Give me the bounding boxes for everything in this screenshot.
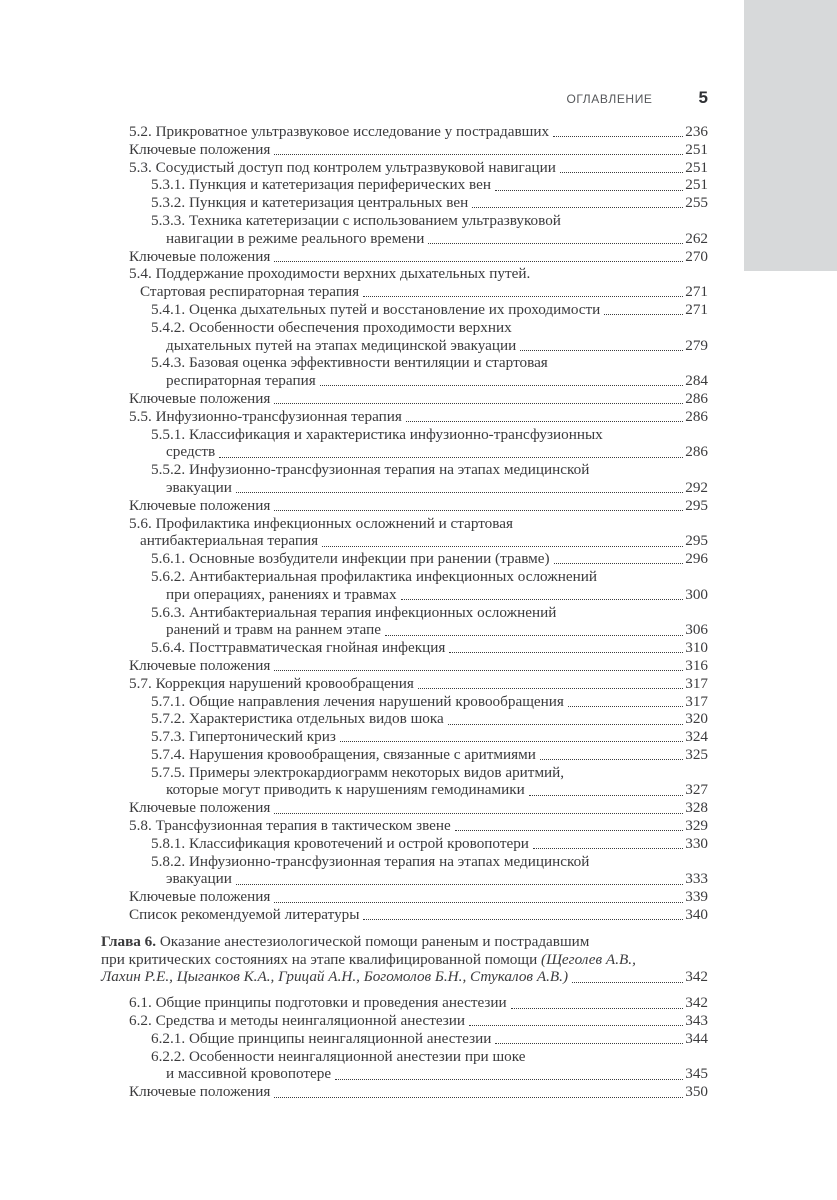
toc-entry [101,426,708,444]
toc-entry-text: 5.8.1. Классификация кровотечений и острой кровопотери [151,834,529,852]
toc-entry [101,604,708,622]
toc-entry-text: 5.7.3. Гипертонический криз [151,728,336,746]
dot-leader [363,919,683,920]
toc-entry [101,657,708,675]
toc-entry [101,194,708,212]
toc-entry [101,621,708,639]
dot-leader [472,207,683,208]
dot-leader [274,510,683,511]
toc-entry [101,248,708,266]
toc-entry-text: 5.7.4. Нарушения кровообращения, связанные с аритмиями [151,745,536,763]
dot-leader [274,403,683,404]
toc-entry-text: 5.4.3. Базовая оценка эффективности вентиляции и стартовая [151,354,548,372]
toc-page-number: 296 [685,550,708,568]
chapter-6-label: Глава 6. [101,932,157,950]
toc-page-number: 316 [685,656,708,674]
toc-entry [101,1065,708,1083]
toc-entry-text: Ключевые положения [129,247,271,265]
toc-page-number: 317 [685,692,708,710]
toc-page-number: 286 [685,407,708,425]
toc-entry [101,141,708,159]
dot-leader [274,261,683,262]
dot-leader [428,243,683,244]
toc-entry-text: Ключевые положения [129,140,271,158]
toc-entry [101,159,708,177]
toc-entry [101,408,708,426]
toc-page-number: 236 [685,123,708,140]
toc-entry [101,301,708,319]
toc-page-number: 271 [685,283,708,301]
dot-leader [604,314,683,315]
toc-entry-text: и массивной кровопотере [166,1065,332,1083]
toc-entry [101,443,708,461]
dot-leader [533,848,683,849]
toc-entry-text: Список рекомендуемой литературы [129,906,360,924]
toc-entry-text: Стартовая респираторная терапия [140,283,360,301]
dot-leader [385,635,683,636]
toc-entry [101,870,708,888]
toc-page-number: 324 [685,728,708,746]
toc-page-number: 251 [685,140,708,158]
toc-entry-text: 5.4.2. Особенности обеспечения проходимости верхних [151,318,512,336]
toc-entry-text: Ключевые положения [129,888,271,906]
toc-page-number: 262 [685,229,708,247]
toc-entry [101,568,708,586]
dot-leader [274,670,683,671]
toc-page-number: 270 [685,247,708,265]
toc-entry-text: 5.6.3. Антибактериальная терапия инфекционных осложнений [151,603,557,621]
chapter-6-line-2 [101,951,708,969]
toc-page-number: 295 [685,532,708,550]
toc-page-number: 339 [685,888,708,906]
dot-leader [529,795,683,796]
running-title: ОГЛАВЛЕНИЕ [566,92,653,106]
toc-entry [101,532,708,550]
toc-entry-text: дыхательных путей на этапах медицинской эвакуации [166,336,517,354]
toc-entry-text: 5.7.2. Характеристика отдельных видов шока [151,710,444,728]
toc-entry-text: 6.2.2. Особенности неингаляционной анестезии при шоке [151,1047,526,1065]
toc-entry [101,710,708,728]
toc-entry-text: 5.4.1. Оценка дыхательных путей и восстановление их проходимости [151,300,601,318]
toc-page-number: 251 [685,176,708,194]
chapter-6-line2-text: при критических состояниях на этапе квалифицированной помощи [101,950,542,968]
dot-leader [274,154,683,155]
dot-leader [572,982,683,983]
toc-entry-text: 5.3.3. Техника катетеризации с использованием ультразвуковой [151,211,561,229]
page-header [101,88,708,108]
toc-page-number: 251 [685,158,708,176]
toc-page-number: 306 [685,621,708,639]
toc-entry [101,799,708,817]
toc-entry [101,372,708,390]
toc-section-5 [101,123,708,924]
dot-leader [455,830,683,831]
toc-entry-text: 5.4. Поддержание проходимости верхних дыхательных путей. [129,265,531,283]
toc-entry-text: эвакуации [166,478,232,496]
dot-leader [274,813,683,814]
toc-entry-text: 5.6. Профилактика инфекционных осложнений и стартовая [129,514,513,532]
dot-leader [236,492,683,493]
toc-page-number: 350 [685,1083,708,1101]
toc-entry [101,337,708,355]
toc-entry [101,390,708,408]
toc-page-number: 295 [685,496,708,514]
chapter-6-line-3 [101,968,708,986]
toc-entry [101,586,708,604]
toc-entry [101,550,708,568]
dot-leader [511,1008,684,1009]
toc-entry [101,1083,708,1101]
toc-entry [101,461,708,479]
toc-entry-text: Ключевые положения [129,799,271,817]
toc-entry-text: 6.2. Средства и методы неингаляционной анестезии [129,1012,466,1030]
toc-entry [101,888,708,906]
toc-entry [101,1048,708,1066]
dot-leader [322,546,683,547]
toc-content [101,88,708,1101]
toc-entry-text: 5.7. Коррекция нарушений кровообращения [129,674,414,692]
dot-leader [236,884,683,885]
toc-entry [101,1030,708,1048]
toc-entry-text: 5.8. Трансфузионная терапия в тактическом звене [129,817,451,835]
toc-entry-text: навигации в режиме реального времени [166,229,425,247]
toc-entry-text: Ключевые положения [129,656,271,674]
dot-leader [401,599,684,600]
toc-page-number: 333 [685,870,708,888]
chapter-6-authors-start: (Щеголев А.В., [541,950,636,968]
toc-entry [101,319,708,337]
toc-page-number: 300 [685,585,708,603]
dot-leader [540,759,683,760]
toc-page-number: 344 [685,1029,708,1047]
toc-page-number: 310 [685,639,708,657]
toc-entry-text: 6.2.1. Общие принципы неингаляционной анестезии [151,1029,492,1047]
toc-entry [101,212,708,230]
toc-entry [101,781,708,799]
toc-entry-text: 5.3. Сосудистый доступ под контролем ультразвуковой навигации [129,158,556,176]
toc-page-number: 286 [685,389,708,407]
dot-leader [448,724,683,725]
toc-entry-text: 5.8.2. Инфузионно-трансфузионная терапия на этапах медицинской [151,852,590,870]
toc-entry-text: ранений и травм на раннем этапе [166,621,381,639]
toc-entry-text: 5.2. Прикроватное ультразвуковое исследование у пострадавших [129,123,550,140]
chapter-6-title: Оказание анестезиологической помощи раненым и пострадавшим [156,932,590,950]
toc-entry [101,265,708,283]
toc-page-number: 330 [685,834,708,852]
toc-entry [101,497,708,515]
toc-entry [101,123,708,141]
toc-entry-text: респираторная терапия [166,372,316,390]
toc-entry [101,906,708,924]
toc-page-number: 345 [685,1065,708,1083]
dot-leader [554,563,684,564]
toc-page-number: 255 [685,194,708,212]
dot-leader [363,296,683,297]
toc-entry-text: средств [166,443,216,461]
dot-leader [520,350,683,351]
toc-entry-text: 5.6.1. Основные возбудители инфекции при ранении (травме) [151,550,550,568]
toc-entry-text: антибактериальная терапия [140,532,319,550]
dot-leader [418,688,683,689]
chapter-6-entry [101,933,708,986]
dot-leader [219,457,683,458]
toc-entry [101,728,708,746]
dot-leader [553,136,683,137]
dot-leader [560,172,683,173]
toc-entry [101,283,708,301]
dot-leader [406,421,683,422]
toc-entry-text: 5.7.5. Примеры электрокардиограмм некоторых видов аритмий, [151,763,565,781]
dot-leader [449,652,683,653]
toc-entry-text: 5.7.1. Общие направления лечения нарушений кровообращения [151,692,564,710]
toc-entry-text: 5.6.4. Посттравматическая гнойная инфекция [151,639,446,657]
toc-entry [101,354,708,372]
toc-entry [101,639,708,657]
dot-leader [469,1025,683,1026]
dot-leader [274,1097,683,1098]
toc-page-number: 342 [685,994,708,1012]
page-edge-gray-block [744,0,837,271]
toc-entry-text: 5.6.2. Антибактериальная профилактика инфекционных осложнений [151,567,598,585]
toc-entry [101,764,708,782]
dot-leader [320,385,684,386]
toc-section-6 [101,994,708,1101]
toc-page-number: 320 [685,710,708,728]
dot-leader [495,1043,683,1044]
toc-entry-text: 5.5.1. Классификация и характеристика инфузионно-трансфузионных [151,425,603,443]
toc-entry-text: 5.5. Инфузионно-трансфузионная терапия [129,407,402,425]
toc-entry [101,746,708,764]
toc-page-number: 317 [685,674,708,692]
toc-page-number: 292 [685,478,708,496]
toc-entry [101,693,708,711]
toc-page-number: 279 [685,336,708,354]
toc-entry [101,1012,708,1030]
toc-page-number: 329 [685,817,708,835]
dot-leader [568,706,683,707]
toc-entry-text: 5.3.2. Пункция и катетеризация центральных вен [151,194,469,212]
toc-entry [101,817,708,835]
toc-page-number: 343 [685,1012,708,1030]
toc-page-number: 286 [685,443,708,461]
toc-page-number: 284 [685,372,708,390]
toc-entry-text: 5.5.2. Инфузионно-трансфузионная терапия на этапах медицинской [151,461,590,479]
chapter-6-line-1 [101,933,708,951]
dot-leader [274,902,683,903]
toc-entry [101,853,708,871]
toc-entry-text: Ключевые положения [129,496,271,514]
toc-entry-text: которые могут приводить к нарушениям гемодинамики [166,781,525,799]
toc-entry-text: Ключевые положения [129,389,271,407]
chapter-6-authors-end: Лахин Р.Е., Цыганков К.А., Грицай А.Н., Богомолов Б.Н., Стукалов А.В.) [101,968,569,986]
toc-entry-text: эвакуации [166,870,232,888]
toc-entry-text: 5.3.1. Пункция и катетеризация периферических вен [151,176,491,194]
toc-entry [101,230,708,248]
toc-entry [101,675,708,693]
toc-entry-text: при операциях, ранениях и травмах [166,585,397,603]
toc-entry [101,835,708,853]
dot-leader [495,190,683,191]
toc-page-number: 340 [685,906,708,924]
toc-entry-text: Ключевые положения [129,1083,271,1101]
toc-entry [101,479,708,497]
toc-page-number: 328 [685,799,708,817]
toc-entry [101,176,708,194]
toc-page-number: 327 [685,781,708,799]
toc-entry [101,994,708,1012]
toc-page-number: 342 [685,968,708,986]
toc-page-number: 271 [685,300,708,318]
page-number: 5 [698,88,708,107]
dot-leader [335,1079,683,1080]
dot-leader [340,741,683,742]
toc-entry-text: 6.1. Общие принципы подготовки и проведения анестезии [129,994,507,1012]
toc-entry [101,515,708,533]
toc-page-number: 325 [685,745,708,763]
